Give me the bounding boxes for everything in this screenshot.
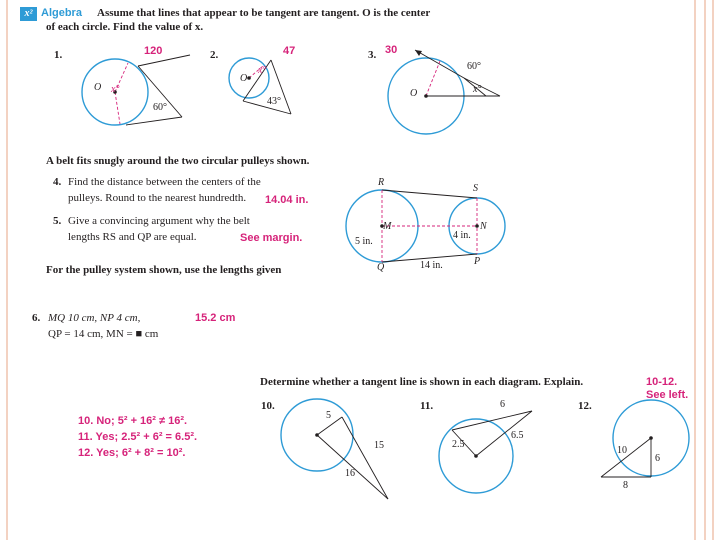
problem-3-center-label: O	[410, 88, 418, 99]
pulley-n-label: N	[480, 221, 487, 232]
pulley-m-label: M	[383, 221, 392, 232]
fig-11-b-label: 6.5	[511, 430, 524, 441]
q6-number: 6.	[32, 312, 41, 324]
instructions-line1: Assume that lines that appear to be tangent are tangent. O is the center	[97, 7, 431, 19]
fig-10-number: 10.	[261, 400, 275, 412]
fig-11-a-label: 6	[500, 399, 505, 410]
pulley-fourteen-label: 14 in.	[420, 260, 443, 271]
tangent-instruction: Determine whether a tangent line is shown in each diagram. Explain.	[260, 376, 584, 388]
fig-12-figure	[595, 395, 705, 495]
pulley-four-label: 4 in.	[453, 230, 471, 241]
answer-10: 10. No; 5² + 16² ≠ 16².	[78, 415, 188, 427]
problem-1-angle-label: 60°	[153, 102, 167, 113]
fig-12-c-label: 8	[623, 480, 628, 491]
side-answer-line2: See left.	[646, 389, 689, 401]
problem-2-answer: 47	[283, 45, 296, 57]
instructions-line2: of each circle. Find the value of x.	[46, 21, 204, 33]
belt-intro: A belt fits snugly around the two circular pulleys shown.	[46, 155, 310, 167]
problem-1-answer: 120	[144, 45, 163, 57]
pulley-s-label: S	[473, 183, 478, 194]
fig-10-figure	[280, 395, 410, 505]
right-border-line-3	[712, 0, 714, 540]
answer-12: 12. Yes; 6² + 8² = 10².	[78, 447, 186, 459]
side-answer-line1: 10-12.	[646, 376, 678, 388]
q5-answer: See margin.	[240, 232, 303, 244]
problem-1-x-label: x°	[111, 84, 120, 95]
answer-11: 11. Yes; 2.5² + 6² = 6.5².	[78, 431, 198, 443]
algebra-label: Algebra	[41, 7, 82, 19]
fig-10-b-label: 15	[374, 440, 384, 451]
problem-2-angle-label: 43°	[267, 96, 281, 107]
problem-2-x-label: x°	[258, 65, 267, 76]
problem-1-number: 1.	[54, 49, 63, 61]
problem-2-figure	[225, 52, 305, 127]
pulley-r-label: R	[378, 177, 385, 188]
q6-answer: 15.2 cm	[195, 312, 236, 324]
left-border-line	[6, 0, 8, 540]
q6-line1: MQ 10 cm, NP 4 cm,	[48, 312, 141, 324]
problem-3-number: 3.	[368, 49, 377, 61]
problem-1-center-label: O	[94, 82, 102, 93]
q6-line2: QP = 14 cm, MN = ■ cm	[48, 328, 159, 340]
fig-10-c-label: 16	[345, 468, 355, 479]
q4-number: 4.	[53, 176, 62, 188]
q5-number: 5.	[53, 215, 62, 227]
problem-3-answer: 30	[385, 44, 398, 56]
pulley-q-label: Q	[377, 262, 385, 273]
algebra-icon: x²	[20, 7, 37, 21]
problem-3-angle-label: 60°	[467, 61, 481, 72]
fig-12-b-label: 6	[655, 453, 660, 464]
fig-12-number: 12.	[578, 400, 592, 412]
problem-2-number: 2.	[210, 49, 219, 61]
q4-line1: Find the distance between the centers of the	[68, 176, 261, 188]
fig-11-c-label: 2.5	[452, 439, 465, 450]
problem-2-center-label: O	[240, 73, 248, 84]
q5-line1: Give a convincing argument why the belt	[68, 215, 250, 227]
problem-3-figure	[380, 45, 510, 135]
q5-line2: lengths RS and QP are equal.	[68, 231, 197, 243]
pulley-system-text: For the pulley system shown, use the lengths given	[46, 264, 282, 276]
problem-3-x-label: x°	[473, 84, 482, 95]
q4-line2: pulleys. Round to the nearest hundredth.	[68, 192, 247, 204]
pulley-five-label: 5 in.	[355, 236, 373, 247]
fig-11-number: 11.	[420, 400, 434, 412]
q4-answer: 14.04 in.	[265, 194, 309, 206]
fig-10-a-label: 5	[326, 410, 331, 421]
problem-1-figure	[70, 55, 190, 155]
fig-12-a-label: 10	[617, 445, 627, 456]
pulley-p-label: P	[474, 256, 481, 267]
